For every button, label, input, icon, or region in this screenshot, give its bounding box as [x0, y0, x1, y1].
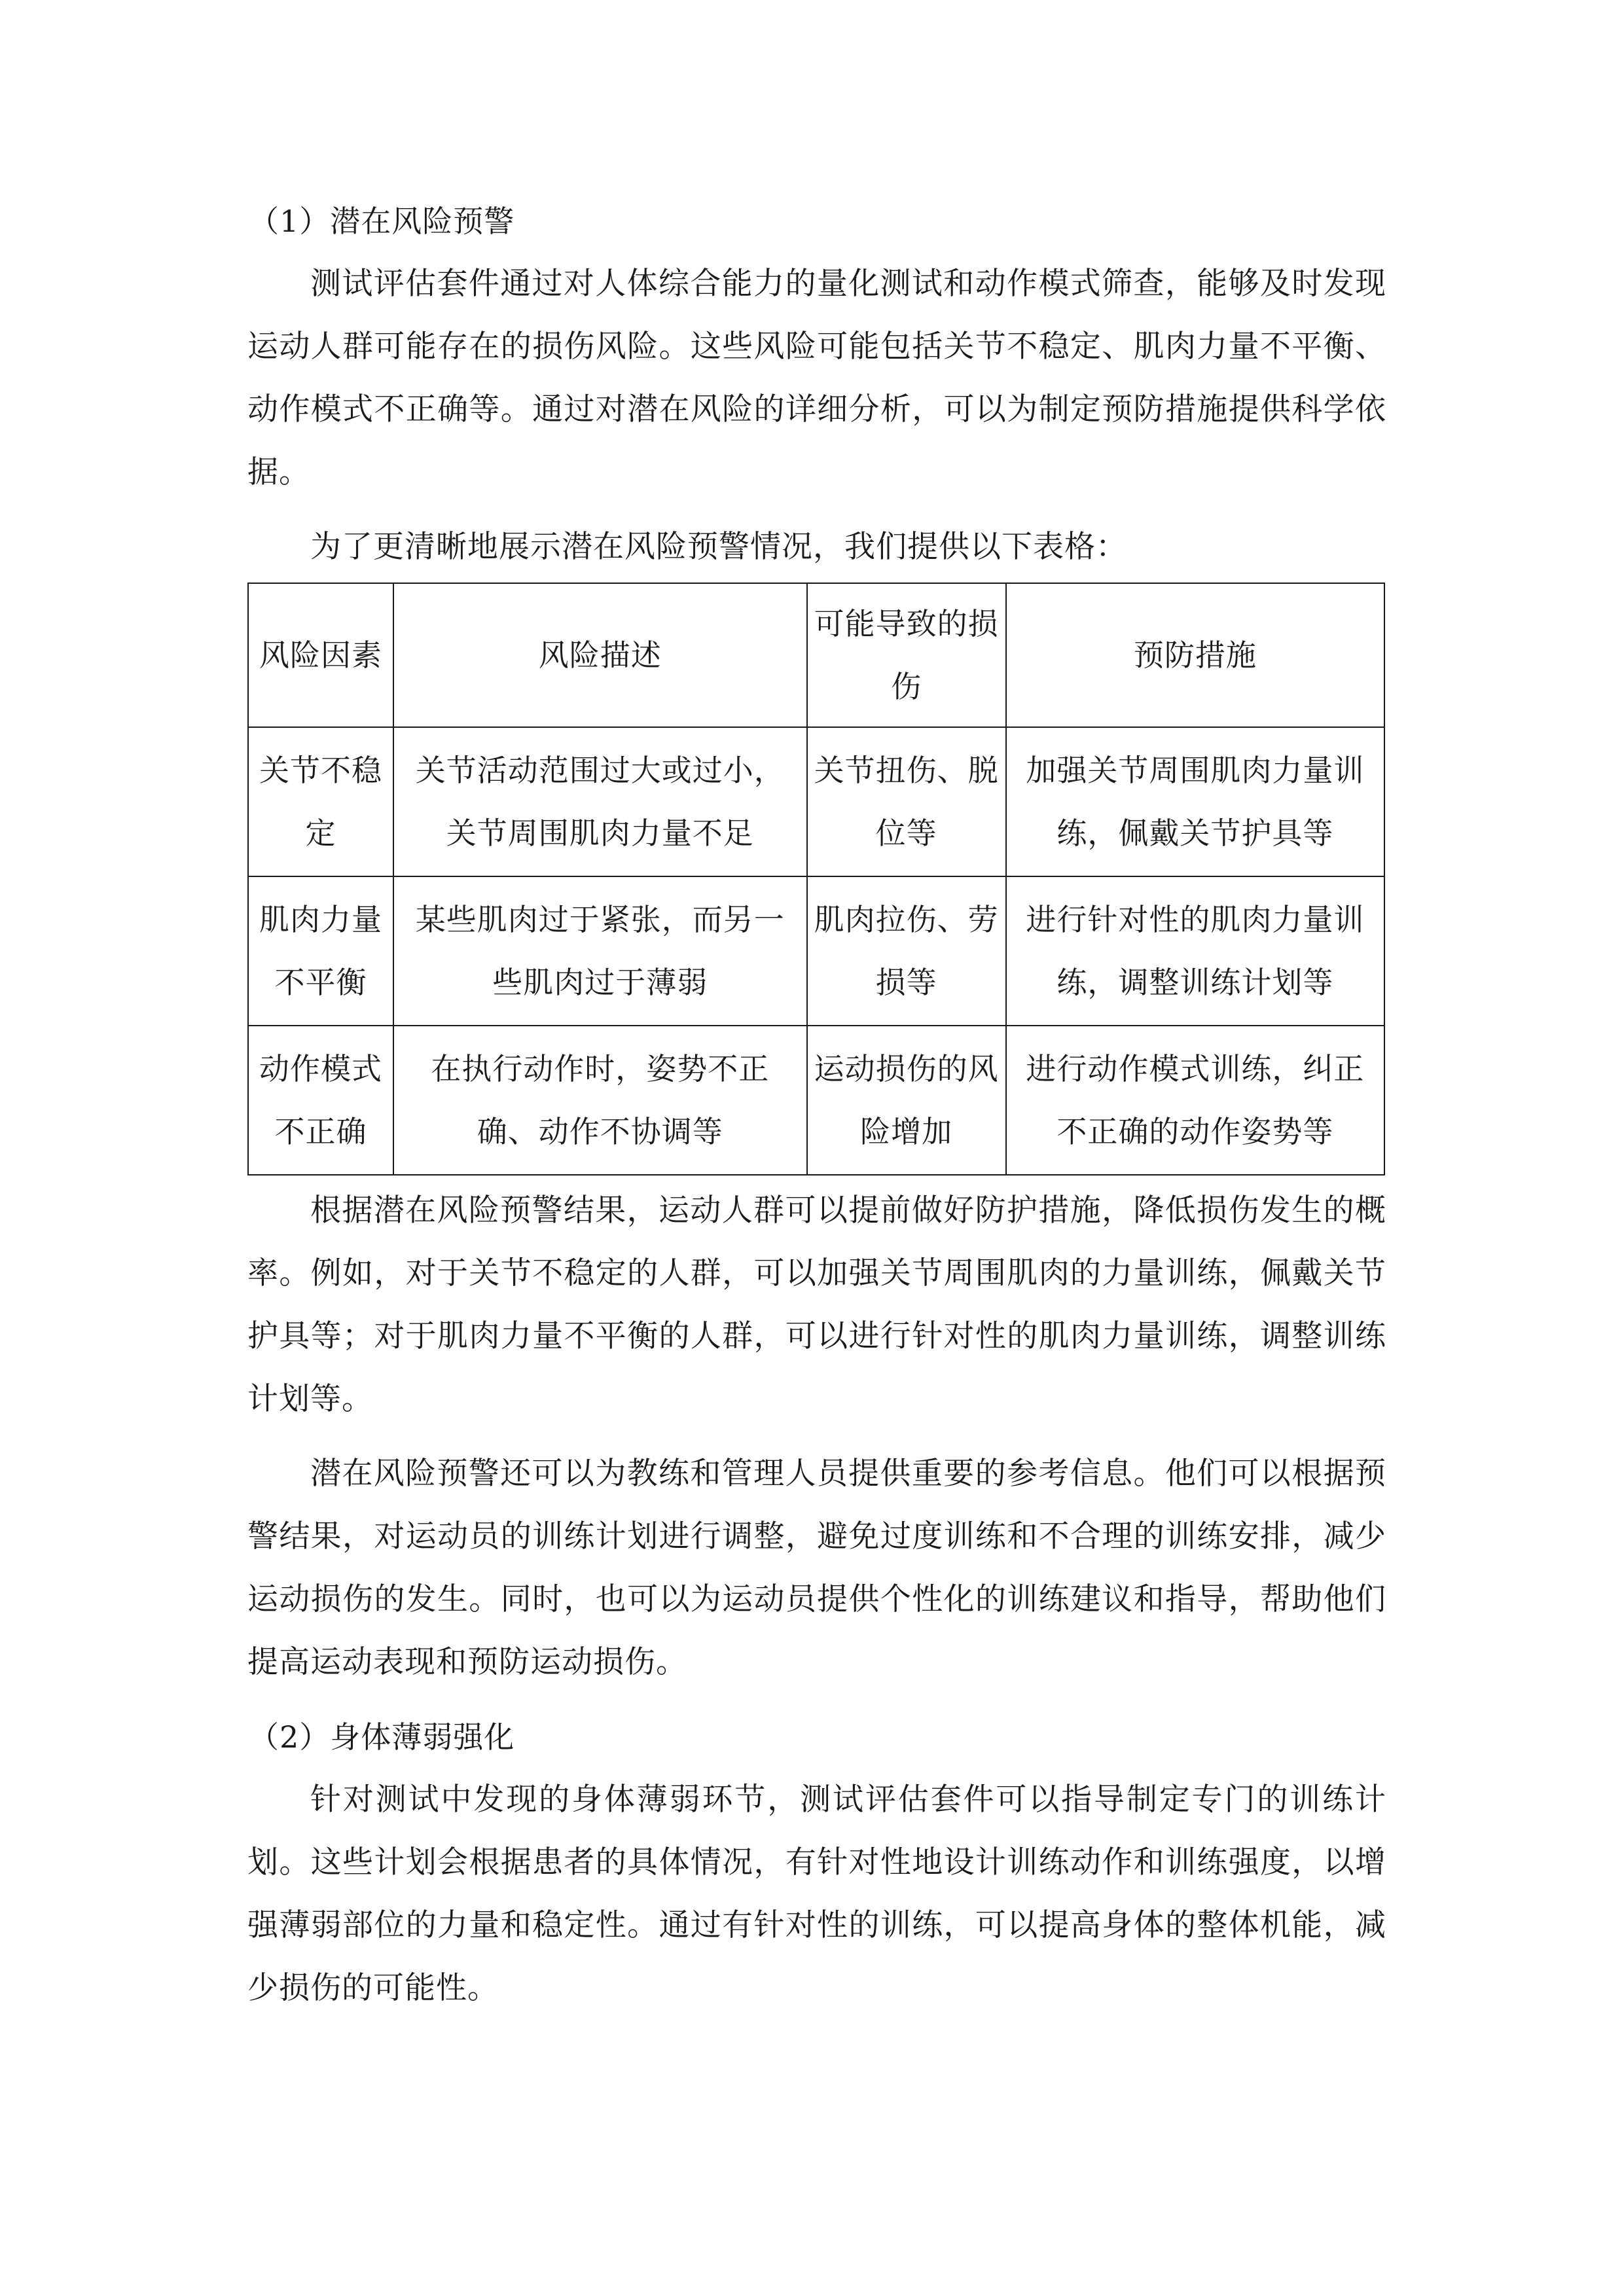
header-risk-description: 风险描述	[393, 583, 806, 727]
section2-body-paragraph: 针对测试中发现的身体薄弱环节，测试评估套件可以指导制定专门的训练计划。这些计划会根据患者的具体情况，有针对性地设计训练动作和训练强度，以增强薄弱部位的力量和稳定性。通过有针对性的训练，可以提高身体的整体机能，减少损伤的可能性。	[247, 1782, 1386, 2006]
header-possible-injury: 可能导致的损伤	[807, 583, 1006, 727]
cell-possible-injury: 肌肉拉伤、劳损等	[807, 876, 1006, 1026]
table-row	[248, 727, 1384, 876]
cell-prevention: 进行动作模式训练，纠正不正确的动作姿势等	[1006, 1026, 1384, 1175]
cell-risk-factor: 肌肉力量不平衡	[248, 876, 393, 1026]
section1-intro-paragraph: 测试评估套件通过对人体综合能力的量化测试和动作模式筛查，能够及时发现运动人群可能存在的损伤风险。这些风险可能包括关节不稳定、肌肉力量不平衡、动作模式不正确等。通过对潜在风险的详细分析，可以为制定预防措施提供科学依据。	[247, 266, 1386, 490]
cell-possible-injury: 运动损伤的风险增加	[807, 1026, 1006, 1175]
cell-risk-description: 某些肌肉过于紧张，而另一些肌肉过于薄弱	[393, 876, 806, 1026]
section1-heading: （1）潜在风险预警	[249, 204, 515, 239]
after-table-paragraph-1: 根据潜在风险预警结果，运动人群可以提前做好防护措施，降低损伤发生的概率。例如，对于关节不稳定的人群，可以加强关节周围肌肉的力量训练，佩戴关节护具等；对于肌肉力量不平衡的人群，可以进行针对性的肌肉力量训练，调整训练计划等。	[247, 1193, 1386, 1417]
header-risk-factor: 风险因素	[248, 583, 393, 727]
cell-possible-injury: 关节扭伤、脱位等	[807, 727, 1006, 876]
cell-prevention: 进行针对性的肌肉力量训练，调整训练计划等	[1006, 876, 1384, 1026]
cell-risk-factor: 关节不稳定	[248, 727, 393, 876]
after-table-paragraph-2: 潜在风险预警还可以为教练和管理人员提供重要的参考信息。他们可以根据预警结果，对运动员的训练计划进行调整，避免过度训练和不合理的训练安排，减少运动损伤的发生。同时，也可以为运动员提供个性化的训练建议和指导，帮助他们提高运动表现和预防运动损伤。	[247, 1456, 1386, 1680]
table-header-row	[248, 583, 1384, 727]
document-page	[247, 190, 1386, 2020]
cell-risk-description: 关节活动范围过大或过小，关节周围肌肉力量不足	[393, 727, 806, 876]
table-intro-paragraph: 为了更清晰地展示潜在风险预警情况，我们提供以下表格：	[310, 529, 1127, 565]
section2-heading: （2）身体薄弱强化	[249, 1719, 515, 1755]
table-row	[248, 876, 1384, 1026]
cell-risk-description: 在执行动作时，姿势不正确、动作不协调等	[393, 1026, 806, 1175]
header-prevention: 预防措施	[1006, 583, 1384, 727]
risk-table	[247, 583, 1385, 1175]
cell-risk-factor: 动作模式不正确	[248, 1026, 393, 1175]
cell-prevention: 加强关节周围肌肉力量训练，佩戴关节护具等	[1006, 727, 1384, 876]
table-row	[248, 1026, 1384, 1175]
